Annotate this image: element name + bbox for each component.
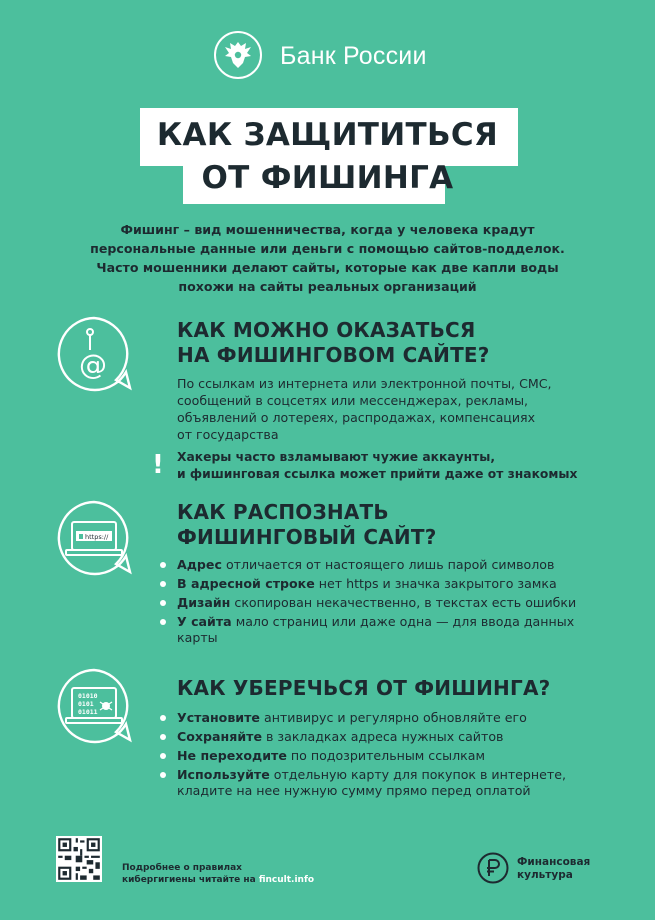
bullet-icon [160, 581, 166, 587]
bullet-list [160, 708, 566, 800]
header [0, 30, 655, 90]
section-title [177, 500, 437, 550]
bullet-icon [160, 562, 166, 568]
qr-code-icon[interactable] [56, 836, 102, 882]
item-text: отличается от настоящего лишь парой символов [221, 557, 555, 572]
footer-prefix: кибергигиены читайте на [122, 875, 259, 885]
intro-line: Фишинг – вид мошенничества, когда у человека крадут [120, 222, 535, 237]
item-text: скопирован некачественно, в текстах есть ошибки [230, 595, 577, 610]
warning-line: Хакеры часто взламывают чужие аккаунты, [177, 450, 496, 464]
item-text: в закладках адреса нужных сайтов [261, 729, 504, 744]
item-bold: Адрес [177, 557, 222, 572]
section-body [177, 375, 552, 443]
item-bold: Сохраняйте [177, 729, 262, 744]
section-title-line: ФИШИНГОВЫЙ САЙТ? [177, 525, 437, 549]
ruble-circle-icon [477, 852, 509, 884]
intro-line: персональные данные или деньги с помощью сайтов-подделок. [90, 241, 565, 256]
bullet-icon [160, 619, 166, 625]
bullet-icon [160, 600, 166, 606]
intro-line: Часто мошенники делают сайты, которые как две капли воды [96, 260, 559, 275]
svg-text:@: @ [79, 348, 107, 381]
fincult-link[interactable]: fincult.info [258, 875, 315, 885]
footer-line: Подробнее о правилах [122, 863, 242, 873]
item-text: кладите на нее нужную сумму прямо перед оплатой [177, 783, 531, 798]
body-line: сообщений в соцсетях или мессенджерах, рекламы, [177, 393, 529, 408]
fc-line: культура [517, 869, 573, 881]
fc-line: Финансовая [517, 856, 591, 868]
icon-binary-line: 0101 [78, 700, 94, 708]
item-bold: Дизайн [177, 595, 231, 610]
section-title-line: КАК УБЕРЕЧЬСЯ ОТ ФИШИНГА? [177, 676, 551, 700]
list-item [160, 574, 576, 593]
body-line: от государства [177, 427, 279, 442]
list-item [160, 555, 576, 574]
item-text: по подозрительным ссылкам [286, 748, 485, 763]
bullet-icon [160, 734, 166, 740]
bullet-list [160, 555, 576, 647]
list-item [160, 727, 566, 746]
warning-note [177, 449, 577, 483]
item-text: отдельную карту для покупок в интернете, [269, 767, 566, 782]
bullet-icon [160, 753, 166, 759]
list-item-continuation [160, 781, 566, 800]
list-item [160, 746, 566, 765]
item-bold: Установите [177, 710, 260, 725]
body-line: По ссылкам из интернета или электронной почты, СМС, [177, 376, 552, 391]
page-title-line-1: КАК ЗАЩИТИТЬСЯ [156, 117, 499, 153]
exclamation-icon: ! [152, 450, 164, 480]
footer-line [122, 874, 314, 886]
item-text: нет https и значка закрытого замка [314, 576, 557, 591]
item-text: антивирус и регулярно обновляйте его [259, 710, 527, 725]
item-bold: Не переходите [177, 748, 287, 763]
warning-line: и фишинговая ссылка может прийти даже от знакомых [177, 467, 578, 481]
list-item-continuation [160, 628, 576, 647]
item-text: мало страниц или даже одна — для ввода данных [231, 614, 575, 629]
section-title-line: КАК МОЖНО ОКАЗАТЬСЯ [177, 318, 476, 342]
body-line: объявлений о лотереях, распродажах, компенсациях [177, 410, 536, 425]
footer-info [122, 862, 314, 886]
intro-paragraph [60, 220, 595, 296]
item-bold: Используйте [177, 767, 270, 782]
section-title-line: КАК РАСПОЗНАТЬ [177, 500, 389, 524]
laptop-virus-icon [56, 668, 132, 744]
section-title-line: НА ФИШИНГОВОМ САЙТЕ? [177, 343, 490, 367]
page-title-line-2: ОТ ФИШИНГА [201, 160, 454, 196]
bank-name: Банк России [280, 42, 427, 70]
icon-url-label: https:// [85, 533, 109, 541]
laptop-https-icon [56, 500, 132, 576]
bullet-icon [160, 715, 166, 721]
fishing-hook-at-icon [56, 316, 132, 392]
bullet-icon [160, 772, 166, 778]
double-headed-eagle-icon [213, 30, 263, 80]
icon-binary-line: 01011 [78, 708, 98, 716]
intro-line: похожи на сайты реальных организаций [178, 279, 477, 294]
icon-binary-line: 01010 [78, 692, 98, 700]
list-item [160, 708, 566, 727]
item-bold: У сайта [177, 614, 232, 629]
item-text: карты [177, 630, 218, 645]
list-item [160, 593, 576, 612]
fincult-brand [517, 856, 590, 882]
section-title [177, 676, 550, 701]
item-bold: В адресной строке [177, 576, 315, 591]
section-title [177, 318, 490, 368]
